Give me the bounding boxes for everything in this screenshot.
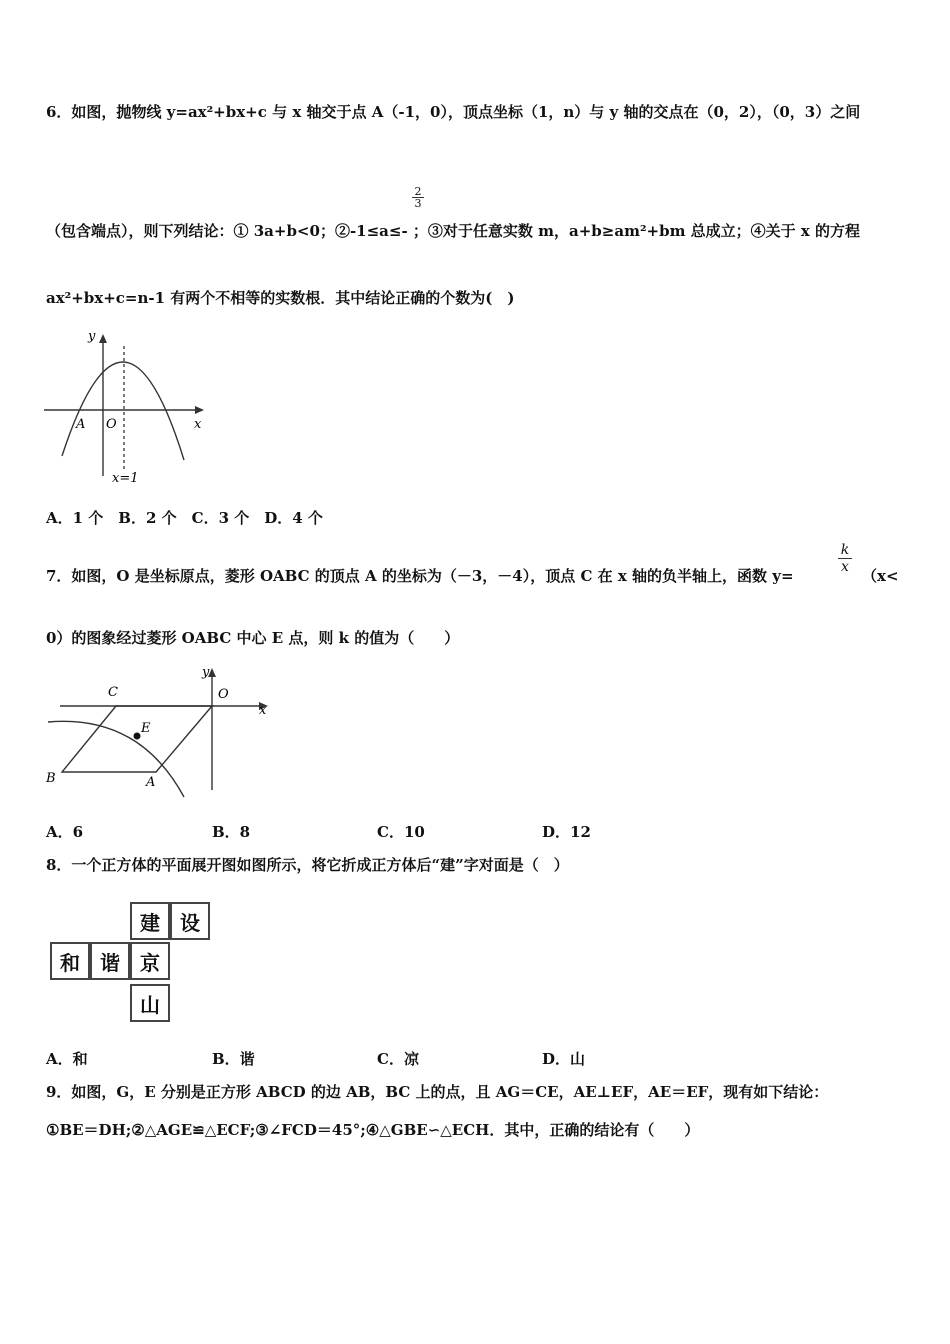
q6-frac-num: 2 <box>414 185 422 198</box>
q7-line1: 7．如图，O 是坐标原点，菱形 OABC 的顶点 A 的坐标为（－3，－4），顶点 C 在 x 轴的负半轴上，函数 y= <box>46 567 794 585</box>
q7-label-y: y <box>202 665 210 680</box>
q7-hyperbola <box>48 721 184 797</box>
q7-option-b: B．8 <box>212 823 251 841</box>
q7-label-C: C <box>108 685 118 700</box>
q8-option-d: D．山 <box>542 1050 586 1068</box>
q6-line2: （包含端点），则下列结论：① 3a+b<0；②-1≤a≤- ；③对于任意实数 m，a+b≥am²+bm 总成立；④关于 x 的方程 <box>46 222 861 240</box>
q8-line1: 8．一个正方体的平面展开图如图所示，将它折成正方体后“建”字对面是（ ） <box>46 856 569 874</box>
q6-label-y: y <box>88 329 96 344</box>
q6-y-arrow <box>99 334 107 343</box>
cube-cell-xie: 谐 <box>90 942 130 980</box>
q7-line2: 0）的图象经过菱形 OABC 中心 E 点，则 k 的值为（ ） <box>46 629 460 647</box>
q6-label-O: O <box>106 417 117 432</box>
q6-x-arrow <box>195 406 204 414</box>
q7-option-d: D．12 <box>542 823 591 841</box>
q6-parabola-curve <box>62 362 184 460</box>
q8-option-c: C．凉 <box>377 1050 419 1068</box>
q7-label-O: O <box>218 687 229 702</box>
q7-frac-num: k <box>840 542 850 558</box>
cube-cell-shan: 山 <box>130 984 170 1022</box>
q6-fraction <box>412 186 424 209</box>
q7-point-E <box>134 733 141 740</box>
q6-label-x: x <box>194 417 202 432</box>
q6-label-A: A <box>76 417 86 432</box>
q6-label-axis: x=1 <box>112 471 139 486</box>
q6-parabola-figure <box>44 326 209 490</box>
q6-options: A．1 个 B．2 个 C．3 个 D．4 个 <box>46 509 323 527</box>
q7-line1-tail: （x< <box>862 567 899 585</box>
q6-line1: 6．如图，抛物线 y=ax²+bx+c 与 x 轴交于点 A（-1，0），顶点坐标（1，n）与 y 轴的交点在（0，2），（0，3）之间 <box>46 103 861 121</box>
cube-cell-he: 和 <box>50 942 90 980</box>
q9-line1: 9．如图，G，E 分别是正方形 ABCD 的边 AB，BC 上的点，且 AG＝CE，AE⊥EF，AE＝EF，现有如下结论： <box>46 1083 829 1101</box>
q8-option-b: B．谐 <box>212 1050 255 1068</box>
q7-label-B: B <box>46 771 56 786</box>
q9-line2: ①BE＝DH;②△AGE≌△ECF;③∠FCD＝45°;④△GBE∽△ECH．其中，正确的结论有（ ） <box>46 1121 700 1139</box>
q7-option-a: A．6 <box>46 823 84 841</box>
cube-cell-jian: 建 <box>130 902 170 940</box>
q7-label-A: A <box>146 775 156 790</box>
q7-frac-den: x <box>838 558 852 575</box>
q7-label-x: x <box>259 703 267 718</box>
q6-frac-den: 3 <box>412 197 424 209</box>
q8-cube-net <box>50 902 220 1030</box>
q7-label-E: E <box>141 721 151 736</box>
cube-cell-jing: 京 <box>130 942 170 980</box>
q7-rhombus-figure <box>44 662 274 806</box>
q6-line3: ax²+bx+c=n-1 有两个不相等的实数根．其中结论正确的个数为( ) <box>46 289 515 307</box>
q7-fraction <box>838 542 852 575</box>
q7-option-c: C．10 <box>377 823 425 841</box>
cube-cell-she: 设 <box>170 902 210 940</box>
q8-option-a: A．和 <box>46 1050 88 1068</box>
